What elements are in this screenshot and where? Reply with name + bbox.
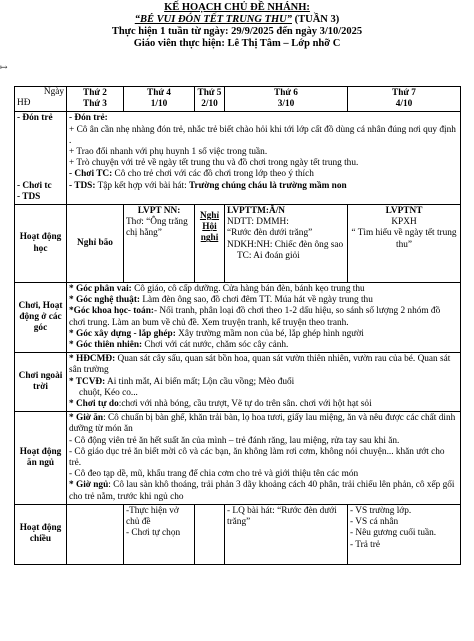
plan-period: Thực hiện 1 tuần từ ngày: 29/9/2025 đến ngày 3/10/2025 xyxy=(111,26,363,37)
an-ngu-text: : Cô chuẩn bị bàn ghế, khăn trải bàn, lọ hoa tươi, giấy lau miệng, ăn và nêu được các chất dinh dưỡng từ món ăn xyxy=(69,413,456,435)
choi-tc-text: Cô cho trẻ chơi với các đồ chơi trong lớp theo ý thích xyxy=(112,169,314,180)
label-hoat-dong-hoc: Hoạt động học xyxy=(15,205,67,283)
gio-ngu-label: * Giờ ngủ xyxy=(69,480,109,491)
an-ngu-line xyxy=(69,480,458,502)
chieu-thu-5 xyxy=(195,504,225,564)
hoc-thu6-line: NDKH:NH: Chiếc đèn ông sao xyxy=(227,239,344,250)
goc-line xyxy=(69,340,458,351)
hoc-thu-4 xyxy=(124,205,195,283)
chieu-thu-2-3 xyxy=(67,504,124,564)
hoc-thu-2-3: Nghỉ bão xyxy=(67,205,124,283)
col-thu6-date: 3/10 xyxy=(277,99,295,110)
chieu-thu-7 xyxy=(348,504,461,564)
goc-line xyxy=(69,284,458,295)
col-thu7-label: Thứ 7 xyxy=(392,88,416,98)
chieu-thu7-line: - Nêu gương cuối tuần. xyxy=(350,528,437,539)
chieu-thu4-line: - Chơi tự chọn xyxy=(126,528,181,539)
hoc-thu6-line: TC: Ai đoán giỏi xyxy=(237,250,300,261)
goc-text: Chơi với cát nước, chăm sóc cây cảnh. xyxy=(142,340,289,351)
col-thu4-label: Thứ 4 xyxy=(147,88,171,98)
ngoai-troi-text: :chơi với nhà bóng, cầu trượt, Vẽ tự do trên sân. chơi với hột hạt sỏi xyxy=(118,399,372,410)
content-ngoai-troi xyxy=(67,353,461,412)
ngoai-troi-line xyxy=(69,354,458,376)
col-thu4-date: 1/10 xyxy=(150,99,168,110)
hoc-thu7-line: KPXH xyxy=(391,217,417,228)
col-thu-2-3 xyxy=(67,87,124,112)
col-thu5-date: 2/10 xyxy=(201,99,218,110)
hoc-thu-5: Nghỉ Hội nghị xyxy=(195,205,225,283)
plan-subtitle: “BÉ VUI ĐÓN TẾT TRUNG THU” xyxy=(134,14,292,25)
ngoai-troi-line xyxy=(69,399,458,410)
col-thu3-label: Thứ 3 xyxy=(83,99,107,110)
hoc-thu6-line: NDTT: DMMH: xyxy=(227,217,289,228)
label-ngoai-troi: Chơi ngoài trời xyxy=(15,353,67,412)
gio-an-label: * Giờ ăn xyxy=(69,413,104,424)
plan-subtitle-line xyxy=(14,14,460,26)
hoc-thu-6 xyxy=(225,205,348,283)
col-ngay-label: Ngày xyxy=(43,87,64,97)
chieu-thu7-line: - VS cá nhân xyxy=(350,517,399,528)
hoc-thu6-head: LVPTTM:Â/N xyxy=(227,206,286,217)
goc-text: Làm đèn ông sao, đồ chơi đêm TT. Múa hát về ngày trung thu xyxy=(140,295,373,306)
don-tre-line: + Trao đổi nhanh với phụ huynh 1 số việc trong tuần. xyxy=(69,147,268,158)
goc-line xyxy=(69,295,458,306)
an-ngu-text: - Cô đeo tạp dề, mũ, khẩu trang để chia cơm cho trẻ và giới thiệu tên các món xyxy=(69,469,359,480)
tcvd-label: * TCVĐ: xyxy=(69,376,106,387)
col-thu-7 xyxy=(348,87,461,112)
ngoai-troi-text: Quan sát cây sấu, quan sát bồn hoa, quan sát vườn thiên nhiên, vườn rau của bé. Quan sát sân trường xyxy=(69,354,451,376)
an-ngu-line xyxy=(69,413,458,435)
indent-marker-icon: ↦ xyxy=(0,62,8,72)
content-don-tre xyxy=(67,112,461,205)
label-choi-tc: - Chơi tc xyxy=(17,180,52,191)
row-hoat-dong-hoc xyxy=(15,205,461,283)
tds-song: Trường chúng cháu là trường mầm non xyxy=(189,180,347,191)
hoc-thu6-line: “Rước đèn dưới trăng” xyxy=(227,228,313,239)
goc-phan-vai: * Góc phân vai: xyxy=(69,284,132,295)
row-an-ngu xyxy=(15,412,461,505)
choi-tc-bold: - Chơi TC: xyxy=(69,169,113,180)
weekly-plan-table xyxy=(14,86,461,565)
chieu-thu4-line: -Thực hiện vở chủ đề xyxy=(126,505,179,528)
hoc-thu7-line: “ Tìm hiểu về ngày tết trung thu” xyxy=(351,228,457,250)
goc-text: Cô giáo, cô cấp dưỡng. Cửa hàng bán đèn, bánh kẹo trung thu xyxy=(131,284,365,295)
label-don: - Đón trẻ xyxy=(17,113,53,124)
col-thu-6 xyxy=(225,87,348,112)
an-ngu-text: - Cô giáo dục trẻ ăn biết mời cô và các bạn, ăn không làm rơi cơm, không nói chuyện... khăn ướt cho trẻ. xyxy=(69,446,445,469)
col-thu6-label: Thứ 6 xyxy=(274,88,298,98)
hoc-thu4-body: Thơ: “Ông trăng chị hằng” xyxy=(126,217,188,239)
an-ngu-text: - Cô động viên trẻ ăn hết suất ăn của mình – trẻ đánh răng, lau miệng, rửa tay sau khi ăn. xyxy=(69,435,400,446)
goc-line xyxy=(69,306,458,328)
label-tds: - TDS xyxy=(17,191,41,202)
row-hoat-dong-chieu xyxy=(15,504,461,564)
col-thu5-label: Thứ 5 xyxy=(197,88,222,98)
choi-tc-line xyxy=(69,169,458,180)
goc-thien-nhien: * Góc thiên nhiên: xyxy=(69,340,143,351)
plan-week: (TUẦN 3) xyxy=(294,14,340,25)
label-an-ngu: Hoạt động ăn ngủ xyxy=(15,412,67,505)
chieu-thu-4 xyxy=(124,504,195,564)
chieu-thu7-line: - VS trường lớp. xyxy=(350,505,412,516)
don-tre-heading: - Đón trẻ: xyxy=(69,113,108,124)
ngoai-troi-text: chuột, Kéo co... xyxy=(79,387,138,398)
tds-text: Tập kết hợp với bài hát: xyxy=(95,180,190,191)
tds-line xyxy=(69,181,458,192)
content-choi-goc xyxy=(67,283,461,353)
goc-text: Xây trường mầm non của bé, lắp ghép hình người xyxy=(175,328,364,339)
label-hoat-dong-chieu: Hoạt động chiều xyxy=(15,504,67,564)
choi-tu-do-label: * Chơi tự do xyxy=(69,399,119,410)
hdcmd-label: * HĐCMĐ: xyxy=(69,354,116,365)
col-thu2-label: Thứ 2 xyxy=(83,88,107,98)
table-header-row xyxy=(15,87,461,112)
label-choi-goc: Chơi, Hoạt động ở các góc xyxy=(15,283,67,353)
chieu-thu7-line: - Trả trẻ xyxy=(350,539,380,550)
don-tre-line: + Trò chuyện với trẻ về ngày tết trung thu và đồ chơi trong ngày tết trung thu. xyxy=(69,158,359,169)
plan-title: KẾ HOẠCH CHỦ ĐỀ NHÁNH: xyxy=(164,2,310,13)
goc-text: - Nối tranh, phân loại đồ chơi theo 1-2 dấu hiệu, so sánh số lượng 2 nhóm đồ chơi trung. Làm an bum về chủ đề. Xem truyện tranh, kể truyện theo tranh. xyxy=(69,306,441,328)
row-hd-label: HĐ xyxy=(17,98,31,109)
content-an-ngu xyxy=(67,412,461,505)
ngoai-troi-line xyxy=(69,377,458,388)
plan-teacher: Giáo viên thực hiện: Lê Thị Tâm – Lớp nhỡ C xyxy=(133,38,341,49)
goc-nghe-thuat: * Góc nghệ thuật: xyxy=(69,295,141,306)
goc-xay-dung: * Góc xây dựng - lắp ghép: xyxy=(69,328,176,339)
chieu-thu6-line: - LQ bài hát: “Rước đèn dưới trăng” xyxy=(227,505,337,528)
chieu-thu-6 xyxy=(225,504,348,564)
tds-bold: - TDS: xyxy=(69,180,96,191)
corner-cell xyxy=(15,87,67,112)
don-tre-line: + Cô ân cần nhẹ nhàng đón trẻ, nhắc trẻ biết chào hỏi khi tới lớp cất đồ dùng cá nhân đúng nơi quy định . xyxy=(69,124,456,146)
col-thu7-date: 4/10 xyxy=(395,99,413,110)
hoc-thu-7 xyxy=(348,205,461,283)
row-choi-goc xyxy=(15,283,461,353)
col-thu-4 xyxy=(124,87,195,112)
label-don-tre xyxy=(15,112,67,205)
col-thu-5 xyxy=(195,87,225,112)
goc-khoa-hoc: *Góc khoa học- toán: xyxy=(69,306,154,317)
plan-header xyxy=(14,0,460,50)
hoc-thu7-head: LVPTNT xyxy=(385,206,423,217)
ngoai-troi-text: Ai tinh mắt, Ai biến mất; Lộn cầu vồng; Mèo đuổi xyxy=(105,376,295,387)
goc-line xyxy=(69,329,458,340)
row-don-tre xyxy=(15,112,461,205)
row-ngoai-troi xyxy=(15,353,461,412)
an-ngu-text: : Cô lau sàn khô thoáng, trải phản 3 dãy khoảng cách 40 phân, trải chiếu lên phản, cô xếp gối cho trẻ nằm, trước khi ngủ cho xyxy=(69,480,455,502)
hoc-thu4-head: LVPT NN: xyxy=(137,206,181,217)
